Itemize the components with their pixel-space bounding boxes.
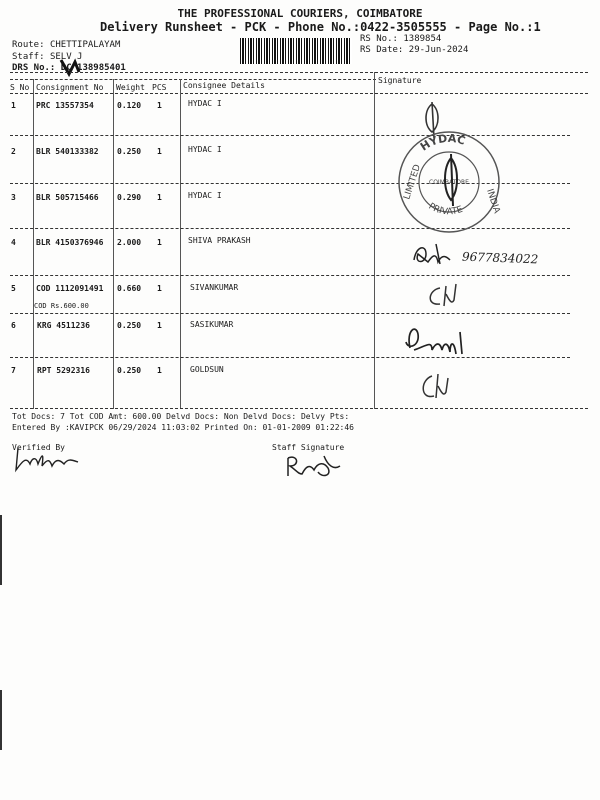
column-rule (374, 72, 375, 409)
scan-edge-mark (0, 515, 2, 585)
row-pcs: 1 (157, 321, 162, 330)
runsheet-subtitle: Delivery Runsheet - PCK - Phone No.:0422-3505555 - Page No.:1 (100, 20, 541, 34)
row-divider (10, 313, 570, 314)
rs-no-value: 1389854 (403, 34, 442, 44)
row-consignment: COD 1112091491 (36, 284, 104, 293)
drs-value: DC 138985401 (60, 63, 126, 73)
staff-signature-label: Staff Signature (272, 443, 345, 452)
row-divider (10, 275, 570, 276)
verified-signature (12, 444, 92, 474)
pen-scribble-mark (55, 56, 85, 78)
row-weight: 0.120 (117, 101, 142, 110)
scan-edge-mark (0, 690, 2, 750)
row-weight: 0.250 (117, 147, 142, 156)
drs-label: DRS No.: (12, 63, 56, 73)
row-consignment: BLR 540133382 (36, 147, 99, 156)
divider (10, 72, 588, 73)
row-weight: 0.660 (117, 284, 142, 293)
row-consignee: SASIKUMAR (190, 320, 234, 329)
rs-date-label: RS Date: (360, 45, 404, 55)
row-sno: 1 (11, 101, 16, 110)
row-consignment: RPT 5292316 (37, 366, 90, 375)
handwritten-phone: 9677834022 (461, 249, 539, 267)
cod-amount-note: COD Rs.600.00 (34, 302, 89, 310)
row-consignment: KRG 4511236 (37, 321, 90, 330)
rs-no-label: RS No.: (360, 34, 398, 44)
row-weight: 0.250 (117, 321, 142, 330)
row-consignment: BLR 505715466 (36, 193, 99, 202)
row-consignee: HYDAC I (188, 191, 222, 200)
row-pcs: 1 (157, 366, 162, 375)
route-value: CHETTIPALAYAM (49, 40, 121, 50)
signature-row5 (424, 282, 464, 312)
company-title: THE PROFESSIONAL COURIERS, COIMBATORE (177, 7, 423, 20)
col-sno-header: S No (10, 83, 30, 92)
col-weight-header: Weight (116, 83, 145, 92)
row-consignee: SHIVA PRAKASH (188, 236, 251, 245)
route-label: Route: (12, 40, 45, 50)
row-weight: 0.290 (117, 193, 142, 202)
row-pcs: 1 (157, 193, 162, 202)
staff-label: Staff: (12, 52, 45, 62)
row-sno: 4 (11, 238, 16, 247)
column-rule (180, 79, 181, 409)
row-divider (10, 357, 570, 358)
staff-value: SELV J (49, 52, 83, 62)
row-divider (10, 408, 588, 409)
rs-date-line (360, 45, 468, 55)
barcode (240, 38, 352, 64)
rs-date-value: 29-Jun-2024 (408, 45, 469, 55)
stamp-bottom-text: PRIVATE (426, 201, 465, 218)
row-pcs: 1 (157, 238, 162, 247)
row-pcs: 1 (157, 101, 162, 110)
column-rule (33, 79, 34, 409)
row-sno: 2 (11, 147, 16, 156)
stamp-left-text: LIMITED (402, 163, 424, 201)
row-sno: 6 (11, 321, 16, 330)
rs-no-line (360, 34, 441, 44)
stamp-right-text: INDIA (484, 187, 502, 215)
row-sno: 7 (11, 366, 16, 375)
totals-line: Tot Docs: 7 Tot COD Amt: 600.00 Delvd Docs: Non Delvd Docs: Delvy Pts: (12, 412, 350, 421)
col-pcs-header: PCS (152, 83, 167, 92)
column-rule (113, 79, 114, 409)
row-consignment: PRC 13557354 (36, 101, 94, 110)
entered-by-line: Entered By :KAVIPCK 06/29/2024 11:03:02 Printed On: 01-01-2009 01:22:46 (12, 423, 354, 432)
row-consignee: SIVANKUMAR (190, 283, 239, 292)
staff-signature (284, 452, 344, 480)
row-sno: 5 (11, 284, 16, 293)
company-stamp (395, 128, 503, 236)
stamp-top-text: HYDAC (417, 131, 467, 154)
verified-by-label: Verified By (12, 443, 65, 452)
route-line (12, 40, 120, 50)
signature-row6 (402, 320, 472, 360)
col-consignee-header: Consignee Details (183, 81, 265, 90)
row-pcs: 1 (157, 284, 162, 293)
row-sno: 3 (11, 193, 16, 202)
row-consignee: HYDAC I (188, 99, 222, 108)
col-signature-header: Signature (378, 76, 422, 85)
divider (10, 79, 376, 80)
stamp-center-text: COIMBATORE (429, 179, 469, 186)
row-consignment: BLR 4150376946 (36, 238, 104, 247)
signature-row7 (418, 372, 458, 404)
row-weight: 2.000 (117, 238, 142, 247)
row-pcs: 1 (157, 147, 162, 156)
col-consignment-header: Consignment No (36, 83, 104, 92)
row-consignee: GOLDSUN (190, 365, 224, 374)
row-weight: 0.250 (117, 366, 142, 375)
row-consignee: HYDAC I (188, 145, 222, 154)
divider (10, 93, 588, 94)
